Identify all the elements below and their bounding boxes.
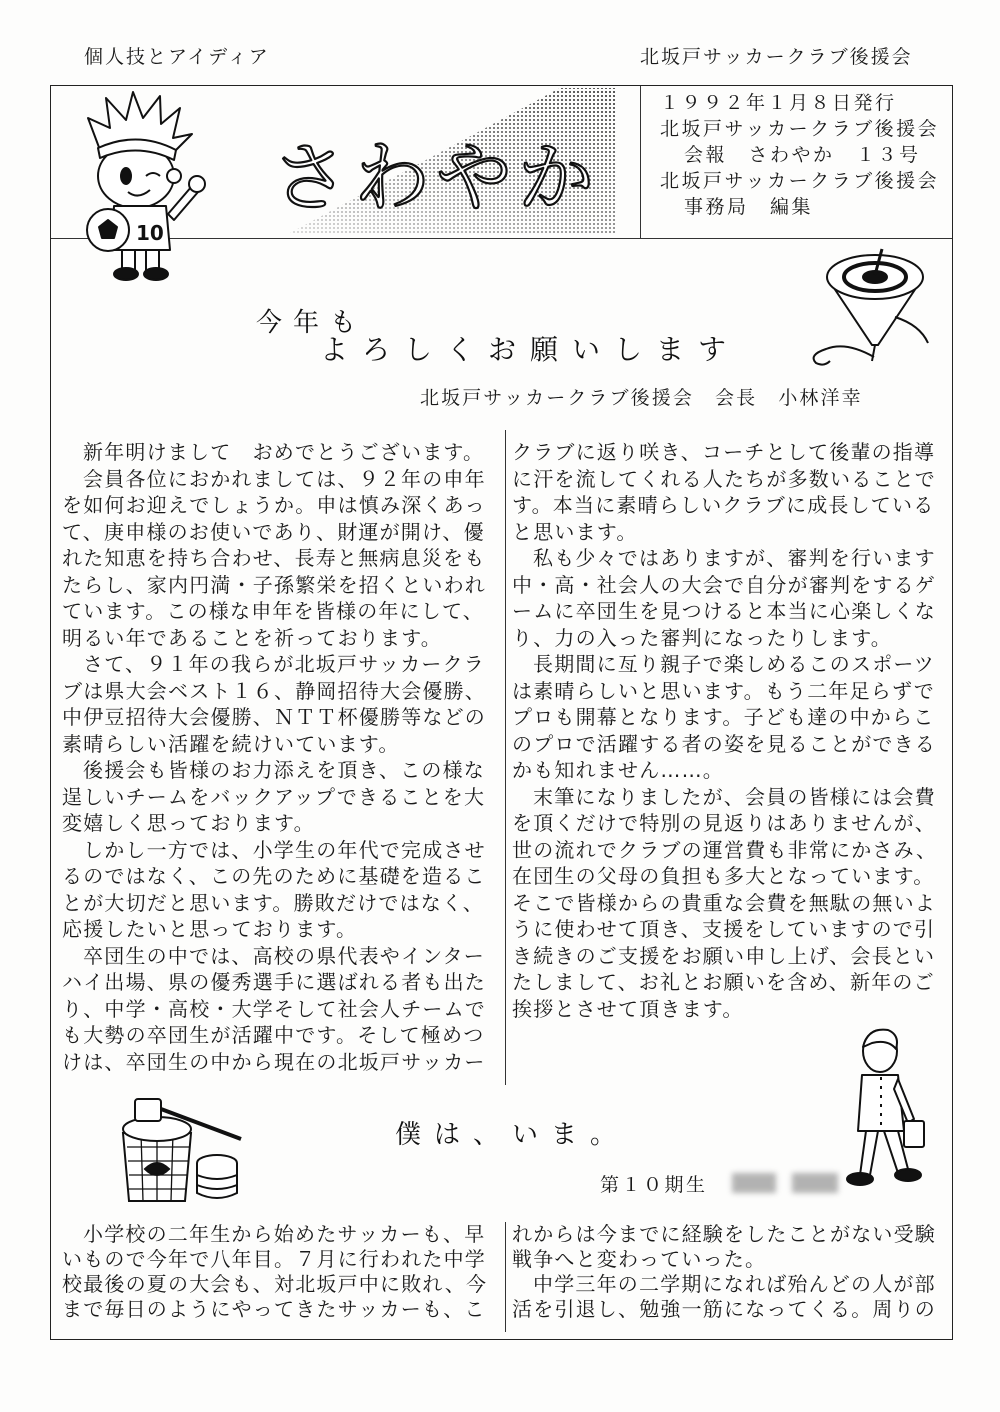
text-line: かも知れません……。 [512, 758, 724, 782]
walking-boy-illustration [838, 1025, 933, 1195]
greeting-heading-line2: よろしくお願いします [320, 333, 741, 366]
boy-shoe-right [895, 1169, 921, 1181]
redacted-name [792, 1173, 838, 1193]
text-line: 後援会も皆様のお力添えを頂き、この様な [83, 758, 485, 782]
text-line: ブは県大会ベスト１６、静岡招待大会優勝、 [62, 678, 486, 703]
text-line: て、庚申様のお使いであり、財運が開け、優 [62, 519, 485, 544]
text-line: のプロで活躍する者の姿を見ることができる [512, 731, 936, 756]
text-line: す。本当に素晴らしいクラブに成長している [512, 493, 935, 517]
top-tip [872, 345, 875, 361]
text-line: れからは今までに経験をしたことがない受験 [512, 1222, 936, 1246]
text-line: 明るい年であることを祈っております。 [62, 625, 442, 650]
mascot-leg-left [122, 250, 135, 270]
greeting-column-right [512, 439, 948, 1022]
text-line: クラブに返り咲き、コーチとして後輩の指導 [512, 440, 936, 464]
greeting-byline: 北坂戸サッカークラブ後援会 会長 小林洋幸 [420, 387, 863, 409]
text-line: も大勢の卒団生が活躍中です。そして極めつ [62, 1023, 485, 1047]
text-line: 中・高・社会人の大会で自分が審判をするゲ [512, 572, 936, 597]
text-line: 校最後の夏の大会も、対北坂戸中に敗れ、今 [62, 1272, 488, 1296]
text-line: き続きのご支援をお願い申し上げ、会長とい [512, 943, 936, 968]
text-line: しかし一方では、小学生の年代で完成させ [83, 837, 486, 862]
text-line: るのではなく、この先のために基礎を造るこ [62, 864, 486, 888]
column-divider [505, 1222, 506, 1332]
masthead-divider [640, 86, 641, 238]
text-line: 私も少々ではありますが、審判を行います [533, 546, 936, 570]
greeting-heading-line1: 今年も [256, 308, 368, 338]
text-line: ています。この様な申年を皆様の年にして、 [62, 599, 484, 623]
newsletter-title: さわやか [272, 133, 600, 222]
text-line: 中学三年の二学期になれば殆んどの人が部 [533, 1272, 936, 1296]
mascot-illustration [70, 88, 210, 283]
essay-author-label: 第１０期生 [600, 1174, 708, 1196]
text-line: 応援したいと思っております。 [62, 917, 358, 941]
top-string [814, 346, 874, 364]
text-line: うに使わせて頂き、支援をしていますので引 [512, 917, 936, 941]
boy-leg-left [860, 1131, 878, 1175]
top-string-tail [895, 317, 928, 343]
text-line: は素晴らしいと思います。もう二年足らずで [512, 678, 935, 703]
basket-illustration [105, 1085, 245, 1205]
text-line: まで毎日のようにやってきたサッカーも、こ [62, 1297, 486, 1321]
text-line: 卒団生の中では、高校の県代表やインター [83, 943, 485, 968]
pot-handle [135, 1099, 161, 1121]
essay-title: 僕は、いま。 [395, 1120, 630, 1150]
issue-editor: 事務局 編集 [684, 196, 814, 218]
mascot-eye-open [121, 168, 131, 184]
text-line: 変嬉しく思っております。 [62, 811, 315, 835]
issue-number: 会報 さわやか １３号 [684, 144, 921, 166]
text-line: けは、卒団生の中から現在の北坂戸サッカー [62, 1049, 486, 1074]
text-line: いもので今年で八年目。７月に行われた中学 [62, 1247, 486, 1271]
text-line: とが大切だと思います。勝敗だけではなく、 [62, 890, 484, 915]
text-line: れた知恵を持ち合わせ、長寿と無病息災をも [62, 546, 486, 570]
issue-publisher: 北坂戸サッカークラブ後援会 [660, 118, 940, 140]
mascot-shoe-left [114, 268, 138, 280]
redacted-name [732, 1173, 776, 1193]
text-line: 世の流れでクラブの運営費も非常にかさみ、 [512, 837, 938, 862]
text-line: を頂くだけで特別の見返りはありませんが、 [512, 811, 936, 835]
mascot-shoe-right [144, 268, 168, 280]
text-line: 在団生の父母の負担も多大となっています。 [512, 864, 935, 888]
text-line: プロも開幕となります。子ども達の中からこ [512, 705, 935, 729]
text-line: 長期間に亙り親子で楽しめるこのスポーツ [533, 652, 935, 676]
column-divider [505, 430, 506, 1085]
text-line: 逞しいチームをバックアップできることを大 [62, 784, 486, 809]
issue-editor-org: 北坂戸サッカークラブ後援会 [660, 170, 940, 192]
text-line: さて、９１年の我らが北坂戸サッカークラ [83, 652, 485, 676]
text-line: 戦争へと変わっていった。 [512, 1247, 767, 1271]
spinning-top-illustration [800, 245, 935, 370]
mascot-leg-right [146, 250, 159, 270]
mascot-fist [189, 176, 205, 192]
text-line: 会員各位におかれましては、９２年の申年 [83, 466, 486, 491]
text-line: たらし、家内円満・子孫繁栄を招くといわれ [62, 572, 486, 597]
basket-ribbon [145, 1163, 169, 1175]
stack-body [197, 1163, 237, 1198]
organization-name: 北坂戸サッカークラブ後援会 [640, 46, 913, 68]
text-line: り、力の入った審判になったりします。 [512, 625, 892, 650]
essay-column-right [512, 1222, 948, 1322]
mascot-shirt-number: 10 [136, 221, 164, 245]
greeting-column-left [62, 439, 502, 1075]
text-line: 新年明けまして おめでとうございます。 [83, 440, 485, 464]
text-line: と思います。 [512, 519, 638, 544]
essay-column-left [62, 1222, 502, 1322]
section-label: 個人技とアイディア [84, 46, 270, 68]
text-line: 素晴らしい活躍を続けいています。 [62, 731, 400, 756]
text-line: 挨拶とさせて頂きます。 [512, 996, 744, 1021]
issue-info [660, 90, 939, 220]
issue-date: １９９２年１月８日発行 [660, 92, 897, 114]
text-line: 小学校の二年生から始めたサッカーも、早 [83, 1222, 486, 1246]
boy-bag [904, 1121, 924, 1147]
mascot-ear [167, 169, 181, 183]
text-line: に汗を流してくれる人たちが多数いることで [512, 466, 936, 491]
text-line: り、中学・高校・大学そして社会人チームで [62, 996, 486, 1021]
text-line: たしまして、お礼とお願いを含め、新年のご [512, 970, 935, 994]
newsletter-title-logo [260, 86, 638, 236]
text-line: ームに卒団生を見つけると本当に心楽しくな [512, 599, 936, 623]
text-line: 活を引退し、勉強一筋になってくる。周りの [512, 1297, 936, 1321]
text-line: 中伊豆招待大会優勝、ＮＴＴ杯優勝等などの [62, 705, 486, 729]
text-line: ハイ出場、県の優秀選手に選ばれる者も出た [62, 970, 486, 994]
boy-shoe-left [847, 1173, 873, 1185]
text-line: を如何お迎えでしょうか。申は慎み深くあっ [62, 493, 486, 517]
text-line: 末筆になりましたが、会員の皆様には会費 [533, 784, 936, 809]
text-line: そこで皆様からの貴重な会費を無駄の無いよ [512, 890, 936, 915]
